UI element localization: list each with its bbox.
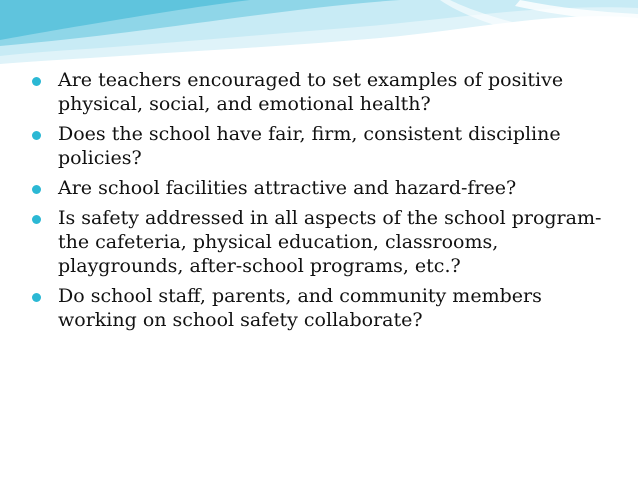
bullet-content bbox=[18, 68, 624, 338]
wave-header-decoration bbox=[0, 0, 638, 70]
bullet-dot-icon bbox=[32, 185, 41, 194]
bullet-text: Does the school have fair, firm, consistent discipline policies? bbox=[58, 123, 561, 169]
bullet-item bbox=[18, 284, 624, 332]
bullet-text: Are school facilities attractive and hazard-free? bbox=[58, 177, 517, 199]
bullet-dot-icon bbox=[32, 131, 41, 140]
bullet-item bbox=[18, 206, 624, 278]
bullet-item bbox=[18, 122, 624, 170]
bullet-text: Do school staff, parents, and community members working on school safety collaborate? bbox=[58, 285, 542, 331]
bullet-text: Is safety addressed in all aspects of the school program-the cafeteria, physical education, classrooms, playgrounds, after-school programs, etc.? bbox=[58, 207, 602, 277]
bullet-dot-icon bbox=[32, 77, 41, 86]
bullet-dot-icon bbox=[32, 293, 41, 302]
bullet-item bbox=[18, 68, 624, 116]
bullet-item bbox=[18, 176, 624, 200]
bullet-text: Are teachers encouraged to set examples of positive physical, social, and emotional health? bbox=[58, 69, 564, 115]
bullet-dot-icon bbox=[32, 215, 41, 224]
bullet-list bbox=[18, 68, 624, 332]
